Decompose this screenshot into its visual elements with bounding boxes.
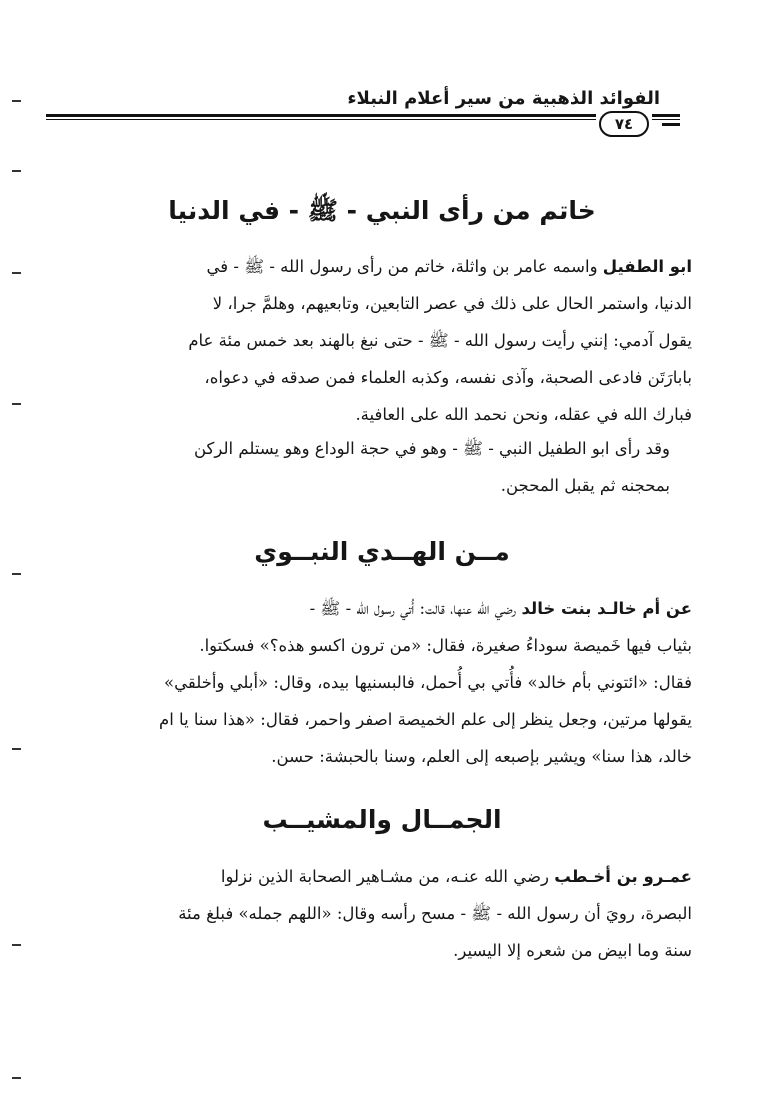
text-line: خالد، هذا سنا» ويشير بإصبعه إلى العلم، وسنا بالحبشة: حسن. [271, 747, 692, 766]
section-title-2: مــن الهــدي النبــوي [254, 537, 510, 566]
text-line: فبارك الله في عقله، ونحن نحمد الله على العافية. [355, 405, 692, 424]
text-line: بثياب فيها خَميصة سوداءُ صغيرة، فقال: «من ترون اكسو هذه؟» فسكتوا. [199, 636, 692, 655]
paragraph-abu-tufail [80, 248, 692, 433]
text-line: سنة وما ابيض من شعره إلا اليسير. [453, 941, 692, 960]
paragraph-umm-khalid [80, 590, 692, 775]
running-header-title: الفوائد الذهبية من سير أعلام النبلاء [347, 88, 660, 109]
section-title-1: خاتم من رأى النبي - ﷺ - في الدنيا [168, 196, 596, 225]
text-line: عمـرو بن أخـطب رضي الله عنـه، من مشـاهير الصحابة الذين نزلوا [220, 867, 692, 886]
header-dash [662, 123, 680, 126]
text-line: الدنيا، واستمر الحال على ذلك في عصر التابعين، وتابعيهم، وهلمَّ جرا، لا [212, 294, 692, 313]
text-line: فقال: «ائتوني بأم خالد» فأُتي بي أُحمل، فالبسنيها بيده، وقال: «أبلي وأخلقي» [164, 673, 692, 692]
text-line: يقولها مرتين، وجعل ينظر إلى علم الخميصة اصفر واحمر، فقال: «هذا سنا يا ام [159, 710, 692, 729]
text-line: وقد رأى ابو الطفيل النبي - ﷺ - وهو في حجة الوداع وهو يستلم الركن [194, 439, 670, 458]
text-line: يقول آدمي: إنني رأيت رسول الله - ﷺ - حتى نبغ بالهند بعد خمس مئة عام [188, 331, 692, 350]
text-line: ابو الطفيل واسمه عامر بن واثلة، خاتم من رأى رسول الله - ﷺ - في [206, 257, 692, 276]
text-line: بابارَتَن فادعى الصحبة، وآذى نفسه، وكذبه العلماء فمن صدقه في دعواه، [204, 368, 692, 387]
paragraph-hajj [80, 430, 670, 504]
margin-mark [12, 100, 21, 102]
page-number-frame [596, 110, 652, 138]
text-line: البصرة، رويَ أن رسول الله - ﷺ - مسح رأسه وقال: «اللهم جمله» فبلغ مئة [178, 904, 692, 923]
margin-mark [12, 170, 21, 172]
margin-mark [12, 403, 21, 405]
margin-mark [12, 272, 21, 274]
paragraph-amr-ibn-akhtab [80, 858, 692, 969]
bold-name: عن أم خالـد بنت خالد [521, 599, 692, 618]
page-number: ٧٤ [599, 111, 649, 137]
bold-name: عمـرو بن أخـطب [554, 867, 692, 886]
margin-mark [12, 944, 21, 946]
text-line: عن أم خالـد بنت خالد رضي الله عنها، قالت: أُتي رسول الله - ﷺ - [309, 599, 692, 618]
header-rule-thin [46, 119, 680, 120]
text-line: بمحجنه ثم يقبل المحجن. [500, 476, 670, 495]
margin-mark [12, 1077, 21, 1079]
margin-mark [12, 748, 21, 750]
header-rule [46, 114, 680, 117]
section-title-3: الجمــال والمشيــب [262, 805, 502, 834]
margin-mark [12, 573, 21, 575]
bold-name: ابو الطفيل [602, 257, 692, 276]
